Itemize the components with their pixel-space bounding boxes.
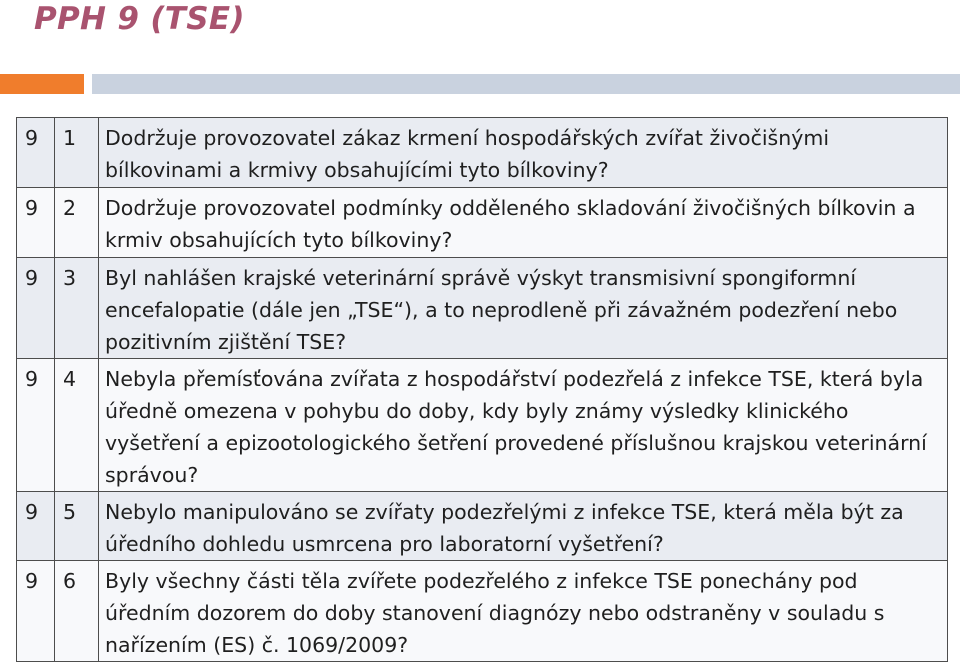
item-number: 1 (55, 118, 99, 188)
accent-bar-orange (0, 74, 84, 94)
item-text: Dodržuje provozovatel zákaz krmení hospodářských zvířat živočišnými bílkovinami a krmivy obsahujícími tyto bílkoviny? (99, 118, 948, 188)
table-row (17, 492, 948, 561)
accent-bar-gray (92, 74, 960, 94)
item-text: Byly všechny části těla zvířete podezřelého z infekce TSE ponechány pod úředním dozorem do doby stanovení diagnózy nebo odstraněny v souladu s nařízením (ES) č. 1069/2009? (99, 561, 948, 662)
item-number: 6 (55, 561, 99, 662)
table-row (17, 118, 948, 188)
item-number: 5 (55, 492, 99, 561)
section-number: 9 (17, 561, 55, 662)
item-number: 3 (55, 258, 99, 359)
section-number: 9 (17, 359, 55, 492)
table-row (17, 359, 948, 492)
table-row (17, 188, 948, 258)
slide-title: PPH 9 (TSE) (34, 1, 245, 37)
section-number: 9 (17, 258, 55, 359)
table-row (17, 258, 948, 359)
table-row (17, 561, 948, 662)
checklist-table (16, 117, 948, 662)
section-number: 9 (17, 118, 55, 188)
item-text: Nebyla přemísťována zvířata z hospodářství podezřelá z infekce TSE, která byla úředně omezena v pohybu do doby, kdy byly známy výsledky klinického vyšetření a epizootologického šetření provedené příslušnou krajskou veterinární správou? (99, 359, 948, 492)
item-number: 4 (55, 359, 99, 492)
section-number: 9 (17, 492, 55, 561)
item-text: Dodržuje provozovatel podmínky odděleného skladování živočišných bílkovin a krmiv obsahujících tyto bílkoviny? (99, 188, 948, 258)
section-number: 9 (17, 188, 55, 258)
item-text: Byl nahlášen krajské veterinární správě výskyt transmisivní spongiformní encefalopatie (dále jen „TSE“), a to neprodleně při závažném podezření nebo pozitivním zjištění TSE? (99, 258, 948, 359)
item-number: 2 (55, 188, 99, 258)
item-text: Nebylo manipulováno se zvířaty podezřelými z infekce TSE, která měla být za úředního dohledu usmrcena pro laboratorní vyšetření? (99, 492, 948, 561)
